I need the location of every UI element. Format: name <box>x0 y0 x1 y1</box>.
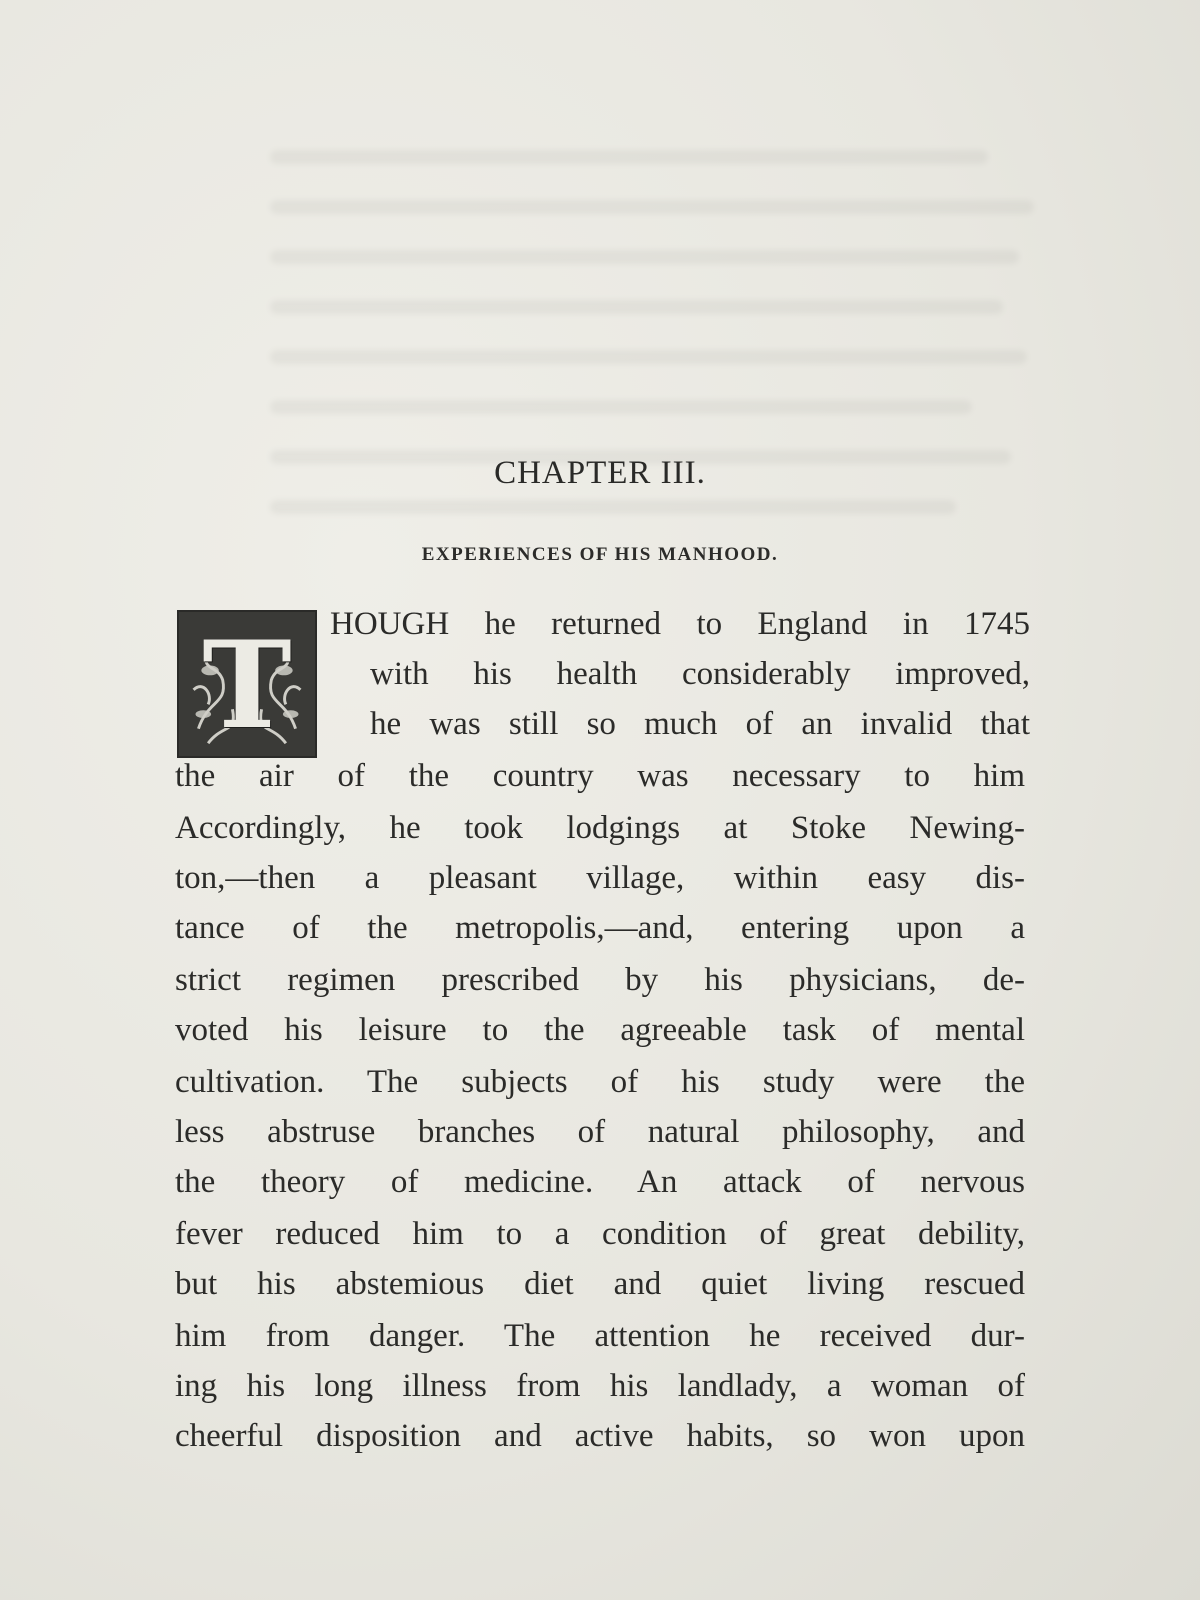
body-line-1: HOUGH he returned to England in 1745 <box>330 606 1030 642</box>
body-line-14: but his abstemious diet and quiet living rescued <box>175 1266 1025 1302</box>
body-line-2: with his health considerably improved, <box>370 656 1030 692</box>
body-line-6: ton,—then a pleasant village, within easy dis- <box>175 860 1025 896</box>
body-line-7: tance of the metropolis,—and, entering upon a <box>175 910 1025 946</box>
body-line-11: less abstruse branches of natural philosophy, and <box>175 1114 1025 1150</box>
chapter-title: CHAPTER III. <box>494 455 706 491</box>
chapter-subtitle: EXPERIENCES OF HIS MANHOOD. <box>421 544 779 565</box>
body-line-15: him from danger. The attention he received dur- <box>175 1318 1025 1354</box>
drop-cap-letter: T <box>202 615 292 756</box>
body-line-3: he was still so much of an invalid that <box>370 706 1030 742</box>
body-line-16: ing his long illness from his landlady, a woman of <box>175 1368 1025 1404</box>
body-line-4: the air of the country was necessary to him <box>175 758 1025 794</box>
body-line-8: strict regimen prescribed by his physicians, de- <box>175 962 1025 998</box>
body-line-12: the theory of medicine. An attack of nervous <box>175 1164 1025 1200</box>
ornamental-initial-icon <box>177 610 317 758</box>
body-line-9: voted his leisure to the agreeable task of mental <box>175 1012 1025 1048</box>
body-line-5: Accordingly, he took lodgings at Stoke Newing- <box>175 810 1025 846</box>
body-line-17: cheerful disposition and active habits, so won upon <box>175 1418 1025 1454</box>
body-line-10: cultivation. The subjects of his study were the <box>175 1064 1025 1100</box>
show-through-text <box>270 150 1050 610</box>
body-line-13: fever reduced him to a condition of great debility, <box>175 1216 1025 1252</box>
